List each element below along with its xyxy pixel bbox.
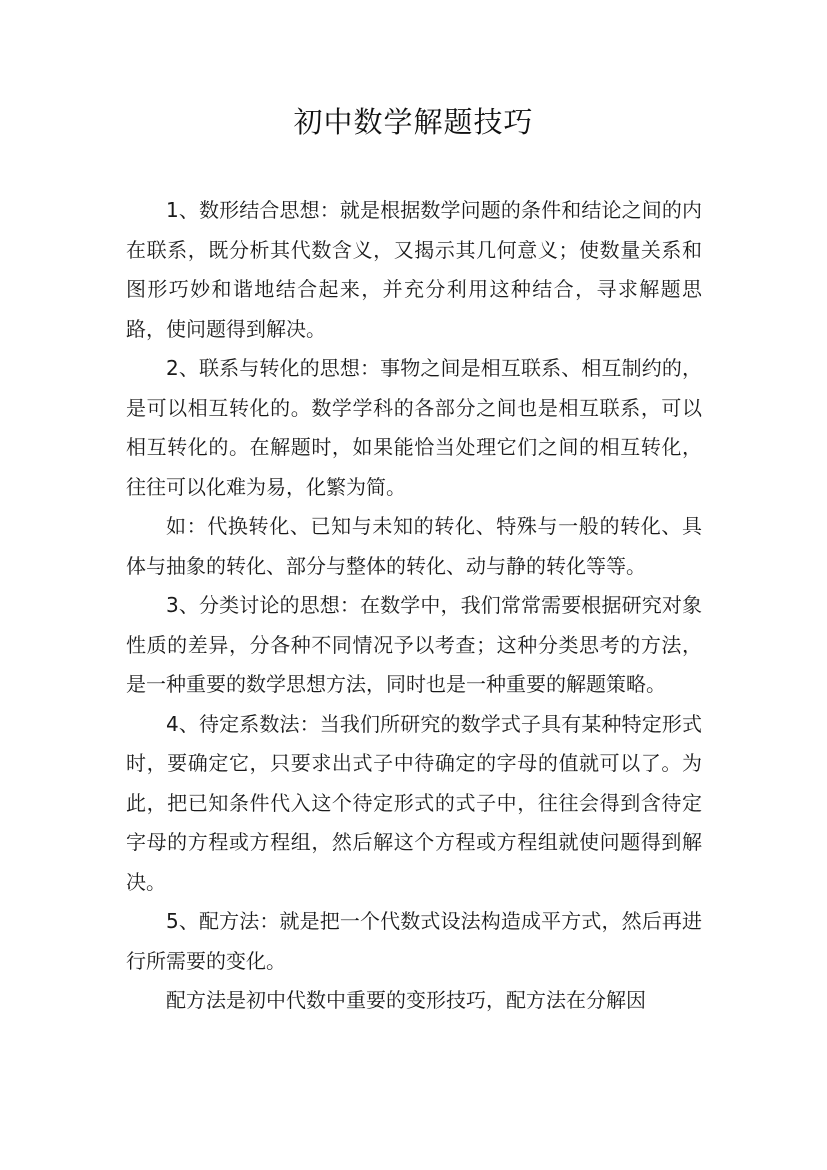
paragraph-number-shape-combination: 1、数形结合思想：就是根据数学问题的条件和结论之间的内在联系，既分析其代数含义，又揭示其几何意义；使数量关系和图形巧妙和谐地结合起来，并充分利用这种结合，寻求解题思路，使问题得到解决。	[126, 198, 702, 341]
paragraph-completing-square: 5、配方法：就是把一个代数式设法构造成平方式，然后再进行所需要的变化。	[126, 909, 702, 973]
document-title: 初中数学解题技巧	[293, 105, 534, 139]
paragraph-connection-transformation: 2、联系与转化的思想：事物之间是相互联系、相互制约的，是可以相互转化的。数学学科的各部分之间也是相互联系，可以相互转化的。在解题时，如果能恰当处理它们之间的相互转化，往往可以化难为易，化繁为简。	[126, 356, 702, 499]
paragraph-completing-square-continued: 配方法是初中代数中重要的变形技巧，配方法在分解因	[166, 988, 646, 1012]
document-body	[126, 191, 702, 1021]
paragraph-transformation-examples: 如：代换转化、已知与未知的转化、特殊与一般的转化、具体与抽象的转化、部分与整体的转化、动与静的转化等等。	[126, 514, 702, 578]
paragraph-classification-discussion: 3、分类讨论的思想：在数学中，我们常常需要根据研究对象性质的差异，分各种不同情况予以考查；这种分类思考的方法，是一种重要的数学思想方法，同时也是一种重要的解题策略。	[126, 593, 702, 696]
paragraph-undetermined-coefficients: 4、待定系数法：当我们所研究的数学式子具有某种特定形式时，要确定它，只要求出式子中待确定的字母的值就可以了。为此，把已知条件代入这个待定形式的式子中，往往会得到含待定字母的方程或方程组，然后解这个方程或方程组就使问题得到解决。	[126, 711, 702, 894]
